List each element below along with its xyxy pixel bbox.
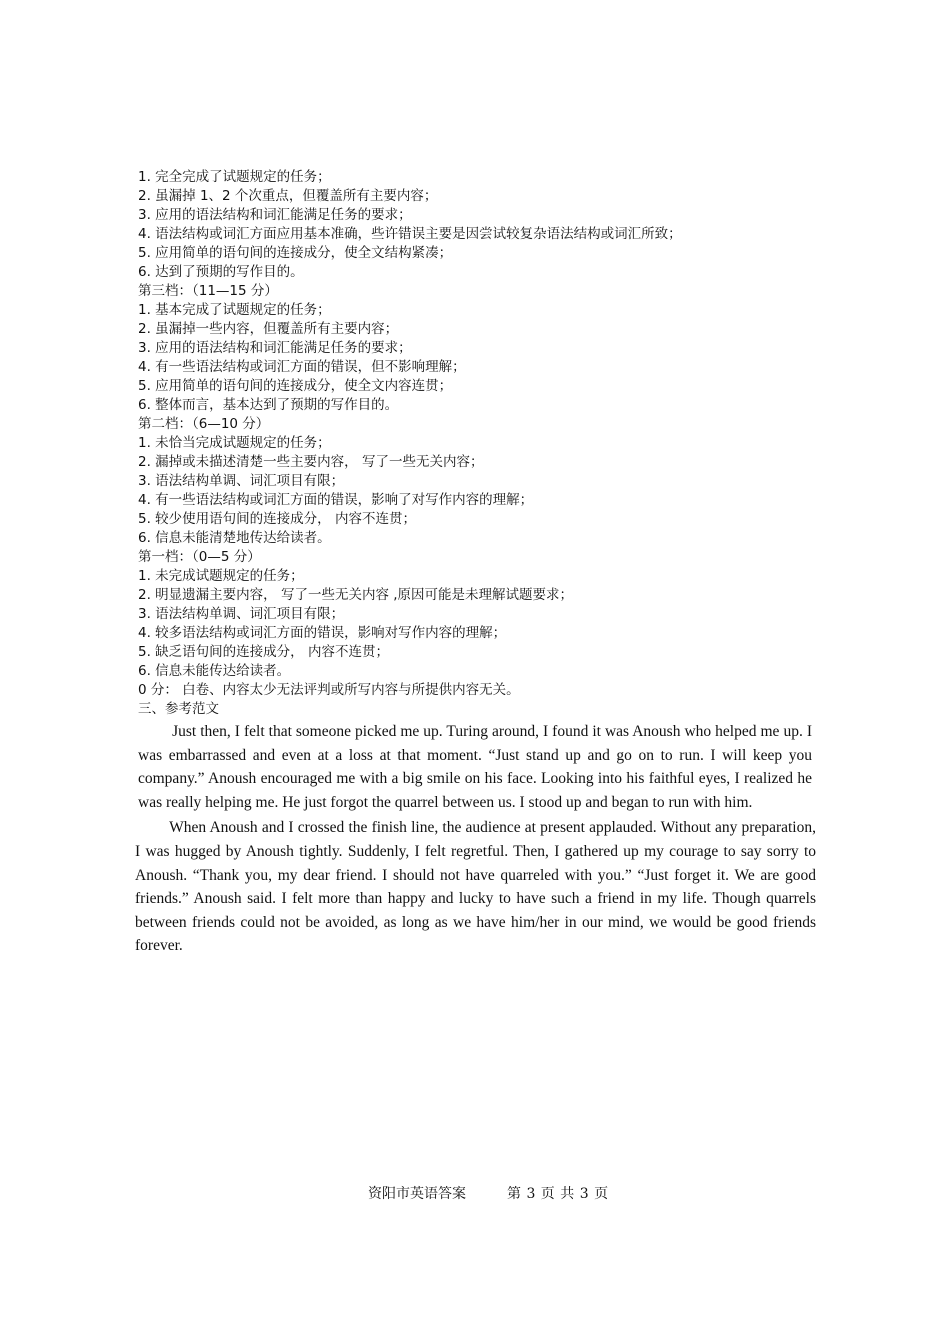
section-heading-sample: 三、参考范文 — [138, 701, 219, 717]
rubric-line: 6. 达到了预期的写作目的。 — [138, 264, 304, 280]
rubric-line: 1. 未完成试题规定的任务； — [138, 568, 304, 584]
rubric-line: 4. 有一些语法结构或词汇方面的错误，但不影响理解； — [138, 359, 466, 375]
rubric-line: 3. 语法结构单调、词汇项目有限； — [138, 473, 345, 489]
rubric-line: 1. 基本完成了试题规定的任务； — [138, 302, 331, 318]
grade-heading-1: 第一档：（0—5 分） — [138, 549, 261, 565]
rubric-line: 6. 信息未能传达给读者。 — [138, 663, 291, 679]
grade-heading-2: 第二档：（6—10 分） — [138, 416, 270, 432]
rubric-line: 6. 整体而言，基本达到了预期的写作目的。 — [138, 397, 399, 413]
footer-title: 资阳市英语答案 — [368, 1186, 466, 1202]
rubric-section — [138, 168, 818, 719]
rubric-line: 5. 缺乏语句间的连接成分， 内容不连贯； — [138, 644, 389, 660]
rubric-line: 5. 应用简单的语句间的连接成分，使全文内容连贯； — [138, 378, 453, 394]
page-number: 第 3 页 共 3 页 — [507, 1186, 609, 1202]
rubric-line: 2. 明显遗漏主要内容， 写了一些无关内容 ,原因可能是未理解试题要求； — [138, 587, 574, 603]
essay-paragraph-2: When Anoush and I crossed the finish line, the audience at present applauded. Without any preparation, I was hugged by Anoush tightly. Suddenly, I felt regretful. Then, I gathered up my courage to say sorry to Anoush. “Thank you, my dear friend. I should not have quarreled with you.” “Just forget it. We are good friends.” Anoush said. I felt more than happy and lucky to have such a friend in my life. Though quarrels between friends could not be avoided, as long as we have him/her in our mind, we would be good friends forever. — [135, 819, 816, 955]
rubric-line: 1. 完全完成了试题规定的任务； — [138, 169, 331, 185]
rubric-line: 4. 较多语法结构或词汇方面的错误，影响对写作内容的理解； — [138, 625, 507, 641]
rubric-line: 4. 有一些语法结构或词汇方面的错误，影响了对写作内容的理解； — [138, 492, 534, 508]
sample-essay — [135, 720, 816, 960]
rubric-line: 4. 语法结构或词汇方面应用基本准确，些许错误主要是因尝试较复杂语法结构或词汇所致； — [138, 226, 682, 242]
rubric-line: 5. 较少使用语句间的连接成分， 内容不连贯； — [138, 511, 416, 527]
rubric-line: 6. 信息未能清楚地传达给读者。 — [138, 530, 331, 546]
rubric-line: 3. 应用的语法结构和词汇能满足任务的要求； — [138, 207, 412, 223]
grade-heading-3: 第三档：（11—15 分） — [138, 283, 278, 299]
rubric-line: 2. 虽漏掉 1、2 个次重点，但覆盖所有主要内容； — [138, 188, 438, 204]
rubric-line: 5. 应用简单的语句间的连接成分，使全文结构紧凑； — [138, 245, 453, 261]
essay-paragraph-1: Just then, I felt that someone picked me up. Turing around, I found it was Anoush who helped me up. I was embarrassed and even at a loss at that moment. “Just stand up and go on to run. I will keep you company.” Anoush encouraged me with a big smile on his face. Looking into his faithful eyes, I realized he was really helping me. He just forgot the quarrel between us. I stood up and began to run with him. — [138, 723, 812, 811]
rubric-line: 3. 应用的语法结构和词汇能满足任务的要求； — [138, 340, 412, 356]
rubric-line: 2. 漏掉或未描述清楚一些主要内容， 写了一些无关内容； — [138, 454, 484, 470]
rubric-line: 3. 语法结构单调、词汇项目有限； — [138, 606, 345, 622]
rubric-line: 2. 虽漏掉一些内容，但覆盖所有主要内容； — [138, 321, 399, 337]
rubric-line: 1. 未恰当完成试题规定的任务； — [138, 435, 331, 451]
grade-zero: 0 分： 白卷、内容太少无法评判或所写内容与所提供内容无关。 — [138, 682, 520, 698]
